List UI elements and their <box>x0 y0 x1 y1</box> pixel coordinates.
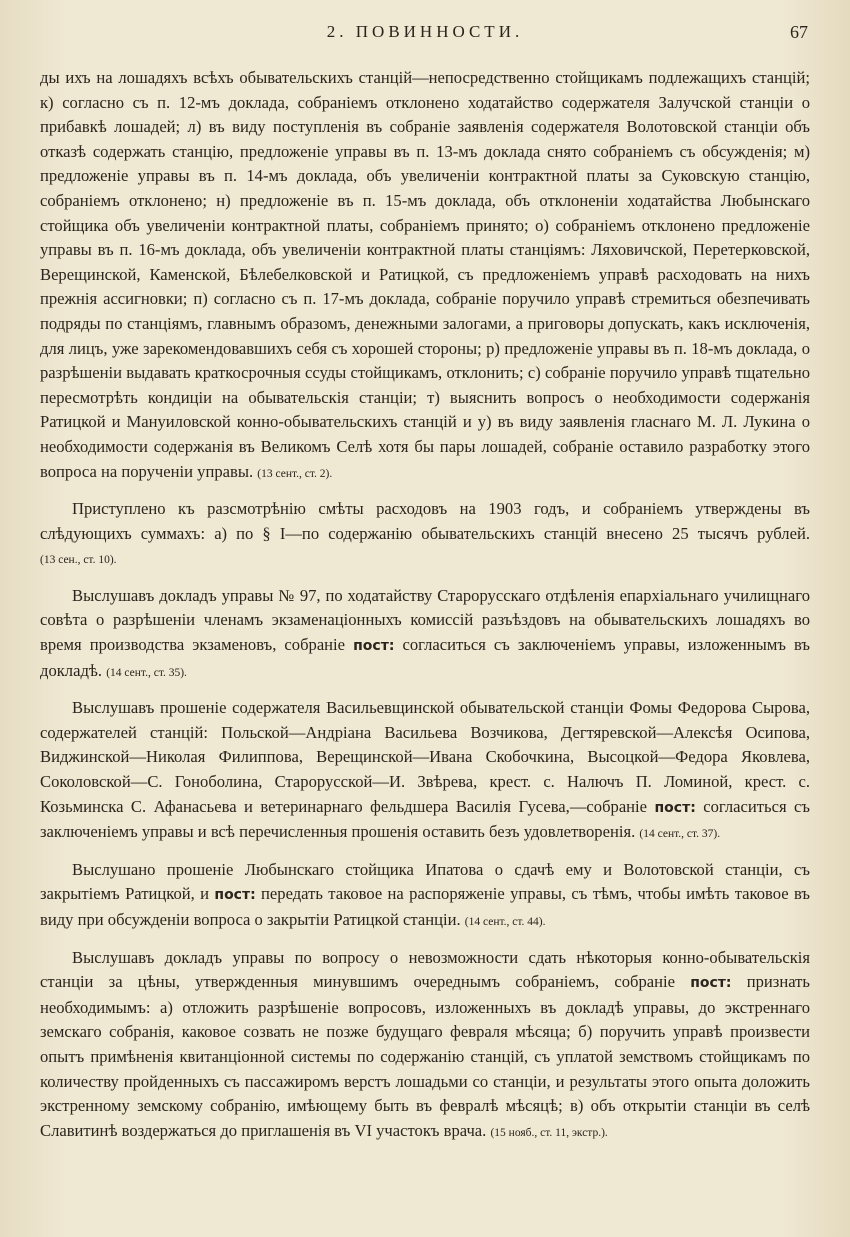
paragraph-text: ды ихъ на лошадяхъ всѣхъ обывательскихъ станцій—непосредственно стойщикамъ подлежащихъ станцій; к) согласно съ п. 12-мъ доклада, собраніемъ отклонено ходатайство содержателя Залучской станціи о прибавкѣ лошадей; л) въ виду поступленія въ собраніе заявленія содержателя Волотовской станціи объ отказѣ содержать станцію, предложеніе управы въ п. 13-мъ доклада снято собраніемъ съ обсужденія; м) предложеніе управы въ п. 14-мъ доклада, объ увеличеніи контрактной платы за Суковскую станцію, собраніемъ отклонено; н) предложеніе въ п. 15-мъ доклада, объ отклоненіи ходатайства Любынскаго стойщика объ увеличеніи контрактной платы, собраніемъ принято; о) собраніемъ отклонено предложеніе управы въ п. 16-мъ доклада, объ увеличеніи контрактной платы станціямъ: Ляховичской, Перетерковской, Верещинской, Каменской, Бѣлебелковской и Ратицкой, съ предложеніемъ управѣ расходовать на нихъ прежнія ассигновки; п) согласно съ п. 17-мъ доклада, собраніе поручило управѣ стремиться обезпечивать подряды по станціямъ, главнымъ образомъ, денежными залогами, а приговоры допускать, какъ исключенія, для лицъ, уже зарекомендовавшихъ себя съ хорошей стороны; р) предложеніе управы въ п. 18-мъ доклада, о разрѣшеніи выдавать краткосрочныя ссуды стойщикамъ, отклонить; с) собраніе поручило управѣ тщательно пересмотрѣть кондиціи на обывательскія станціи; т) выяснить вопросъ о необходимости содержанія Ратицкой и Мануиловской конно-обывательскихъ станцій и у) въ виду заявленія гласнаго М. Л. Лукина о необходимости содержанія въ Великомъ Селѣ хотя бы пары лошадей, собраніе оставило разработку этого вопроса на порученіи управы. <box>40 68 810 481</box>
paragraph-4 <box>40 696 810 847</box>
resolution-marker: пост: <box>353 638 395 655</box>
paragraph-text: Выслушавъ докладъ управы № 97, по ходатайству Старорусскаго отдѣленія епархіальнаго училищнаго совѣта о разрѣшеніи членамъ экзаменаціонныхъ комиссій разъѣздовъ на обывательскихъ лошадяхъ во время производства экзаменовъ, собраніе <box>40 585 810 655</box>
paragraph-2 <box>40 497 810 573</box>
session-reference: (13 сен., ст. 10). <box>40 554 117 567</box>
paragraph-text-cont: согласиться съ заключеніемъ управы и всѣ перечисленныя прошенія оставить безъ удовлетворенія. <box>40 796 810 842</box>
paragraph-text-cont: признать необходимымъ: а) отложить разрѣшеніе вопросовъ, изложенныхъ въ докладѣ управы, до экстреннаго земскаго собранія, каковое созвать не позже будущаго февраля мѣсяца; б) поручить управѣ произвести опытъ примѣненія квитанціонной системы по содержанію станцій, съ уплатой земствомъ стойщикамъ по количеству пройденныхъ съ пассажиромъ верстъ лошадьми со станціи, и результаты этого опыта доложить экстренному земскому собранію, имѣющему быть въ февралѣ мѣсяцѣ; в) объ открытіи станціи въ селѣ Славитинѣ воздержаться до приглашенія въ VI участокъ врача. <box>40 972 810 1140</box>
resolution-marker: пост: <box>214 887 256 904</box>
running-head <box>40 22 810 52</box>
paragraph-text: Приступлено къ разсмотрѣнію смѣты расходовъ на 1903 годъ, и собраніемъ утверждены въ слѣдующихъ суммахъ: а) по § I—по содержанію обывательскихъ станцій внесено 25 тысячъ рублей. <box>40 499 810 543</box>
paragraph-3 <box>40 584 810 685</box>
session-reference: (14 сент., ст. 37). <box>639 828 721 841</box>
page-number: 67 <box>790 22 808 42</box>
resolution-marker: пост: <box>654 799 696 816</box>
paragraph-6 <box>40 946 810 1146</box>
session-reference: (15 нояб., ст. 11, экстр.). <box>490 1126 608 1139</box>
resolution-marker: пост: <box>690 975 732 992</box>
session-reference: (13 сент., ст. 2). <box>257 467 333 480</box>
paragraph-5 <box>40 858 810 935</box>
session-reference: (14 сент., ст. 35). <box>106 666 187 679</box>
paragraph-text: Выслушавъ прошеніе содержателя Васильевщинской обывательской станціи Фомы Федорова Сырова, содержателей станцій: Польской—Андріана Васильева Возчикова, Дегтяревской—Алексѣя Осипова, Виджинской—Николая Филиппова, Верещинской—Ивана Скобочкина, Высоцкой—Федора Яковлева, Соколовской—С. Гоноболина, Старорусской—И. Звѣрева, крест. с. Налючъ П. Ломиной, крест. с. Козьминска С. Афанасьева и ветеринарнаго фельдшера Василія Гусева,—собраніе <box>40 698 810 816</box>
paragraph-text: Выслушано прошеніе Любынскаго стойщика Ипатова о сдачѣ ему и Волотовской станціи, съ закрытіемъ Ратицкой, и <box>40 859 810 904</box>
paragraph-text-cont: передать таковое на распоряженіе управы, съ тѣмъ, чтобы имѣть таковое въ виду при обсужденіи вопроса о закрытіи Ратицкой станціи. <box>40 884 810 929</box>
session-reference: (14 сент., ст. 44). <box>464 916 546 928</box>
document-body <box>40 66 810 1145</box>
paragraph-text-cont: согласиться съ заключеніемъ управы, изложеннымъ въ докладѣ. <box>40 635 810 680</box>
section-title: 2. ПОВИННОСТИ. <box>326 22 524 41</box>
paragraph-1 <box>40 66 810 486</box>
paragraph-text: Выслушавъ докладъ управы по вопросу о невозможности сдать нѣкоторыя конно-обывательскія станціи за цѣны, утвержденныя минувшимъ очереднымъ собраніемъ, собраніе <box>40 947 810 992</box>
